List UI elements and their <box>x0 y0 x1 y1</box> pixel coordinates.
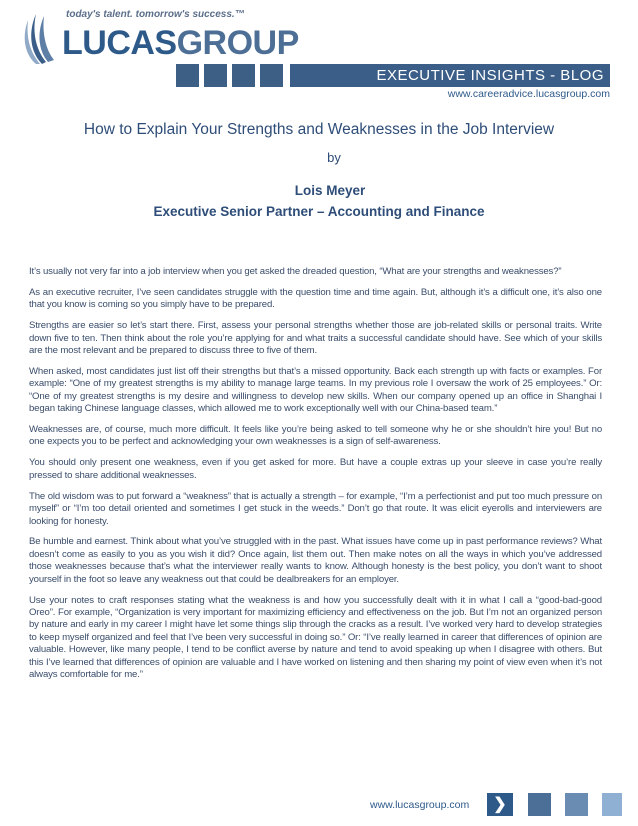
footer-square <box>602 793 622 816</box>
header-square <box>232 64 255 87</box>
paragraph: Strengths are easier so let’s start there. First, assess your personal strengths whether those are job-related skills or personal traits. Write down five to ten. Then think about the role you’re applying for and what traits a successful candidate should have. See which of your skills are the most relevant and be prepared to discuss three to five of them. <box>29 320 602 357</box>
author-role: Executive Senior Partner – Accounting and Finance <box>153 204 485 219</box>
paragraph: As an executive recruiter, I’ve seen candidates struggle with the question time and time again. But, although it’s a difficult one, it’s also one that you know is coming so you simply have to be prepared. <box>29 286 602 311</box>
paragraph: The old wisdom was to put forward a “weakness” that is actually a strength – for example, “I’m a perfectionist and put too much pressure on myself” or “I’m too detail oriented and sometimes I get stuck in the weeds.” Don’t go that route. It was elicit eyerolls and interviewers are looking for honesty. <box>29 490 602 527</box>
paragraph: Be humble and earnest. Think about what you’ve struggled with in the past. What issues have come up in past performance reviews? What doesn’t come as easily to you as you wish it did? Once again, list them out. Then make notes on all the ways in which you’ve addressed those weaknesses because that’s what the interviewer really wants to know. Although honesty is the best policy, you don’t want to shoot yourself in the foot so leave any weakness out that could be dealbreakers for an employer. <box>29 536 602 585</box>
paragraph: It’s usually not very far into a job interview when you get asked the dreaded question, “What are your strengths and weaknesses?” <box>29 266 562 277</box>
tagline: today's talent. tomorrow's success.™ <box>66 9 245 20</box>
article-body <box>29 266 602 690</box>
header-square <box>260 64 283 87</box>
byline-by: by <box>327 150 341 165</box>
footer-square <box>528 793 551 816</box>
brand-part-1: LUCAS <box>62 24 177 62</box>
section-title: EXECUTIVE INSIGHTS - BLOG <box>376 67 604 84</box>
author-name: Lois Meyer <box>294 183 366 198</box>
paragraph: Weaknesses are, of course, much more difficult. It feels like you’re being asked to tell someone why he or she shouldn’t hire you! But no one expects you to be perfect and acknowledging your own weaknesses is a sign of self-awareness. <box>29 424 602 448</box>
paragraph: You should only present one weakness, even if you get asked for more. But have a couple extras up your sleeve in case you’re really pressed to share additional weaknesses. <box>29 457 602 481</box>
footer-square <box>565 793 588 816</box>
brand-name <box>62 24 299 63</box>
header-square <box>176 64 199 87</box>
paragraph: When asked, most candidates just list off their strengths but that’s a missed opportunity. Back each strength up with facts or examples. For example: “One of my greatest strengths is my ability to manage large teams. In my previous role I oversaw the work of 25 employees.” Or: “One of my greatest strengths is my desire and willingness to develop new skills. When our company opened up an office in Shanghai I began taking Chinese language classes, which allowed me to work exceptionally well with our China-based team.” <box>29 365 602 415</box>
footer-url-link[interactable]: www.lucasgroup.com <box>370 799 470 811</box>
article-title: How to Explain Your Strengths and Weaknesses in the Job Interview <box>83 121 555 138</box>
next-arrow-icon[interactable]: ❯ <box>487 793 513 816</box>
site-url-link[interactable]: www.careeradvice.lucasgroup.com <box>447 88 610 100</box>
logo-swoosh-icon <box>22 10 62 66</box>
header-square <box>204 64 227 87</box>
paragraph: Use your notes to craft responses stating what the weakness is and how you successfully dealt with it in what I call a “good-bad-good Oreo”. For example, “Organization is very important for maximizing efficiency and effectiveness on the job. But I’m not an organized person by nature and early in my career I might have let some things slip through the cracks as a result. I’ve worked very hard to develop strategies to keep myself organized and feel that I’ve been very successful in doing so.” Or: “I’ve really learned in career that differences of opinion are valuable. However, like many people, I tend to be conflict averse by nature and tend to avoid speaking up when I disagree with others. But this I’ve learned that differences of opinion are valuable and I have worked on listening and then sharing my point of view even when it’s not always comfortable for me.” <box>29 594 602 680</box>
section-title-bar <box>290 64 610 87</box>
brand-part-2: GROUP <box>176 24 299 62</box>
